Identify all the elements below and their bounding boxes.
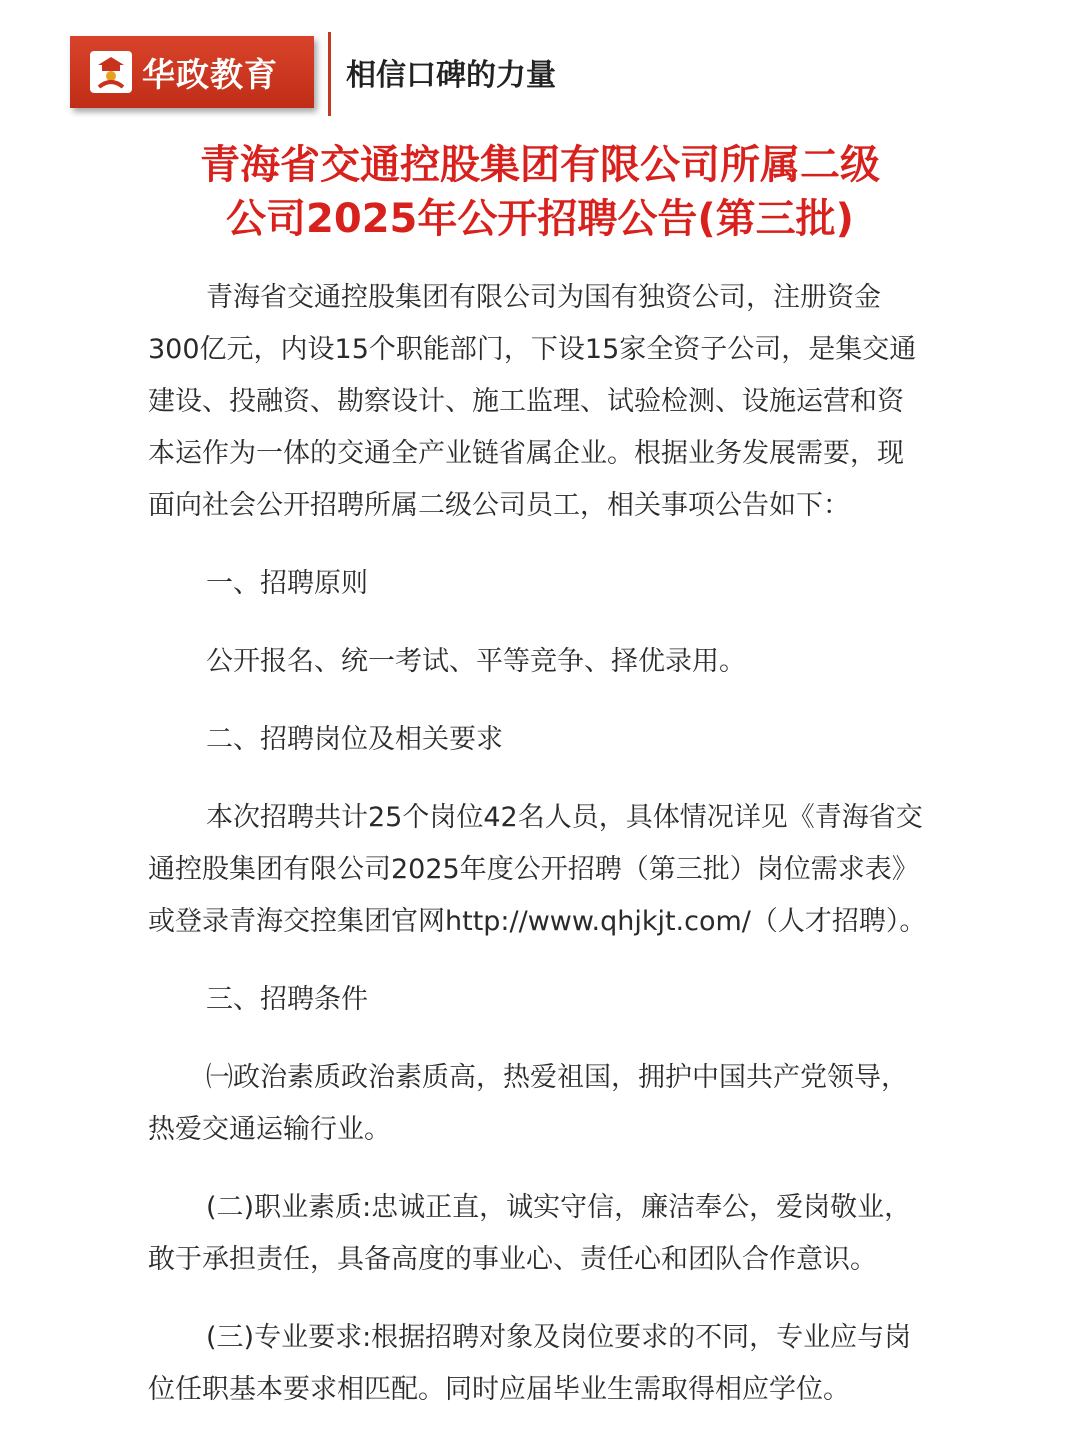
intro-line-4: 本运作为一体的交通全产业链省属企业。根据业务发展需要，现 [148, 438, 904, 469]
section2-line-3: 或登录青海交控集团官网http://www.qhjkjt.com/（人才招聘）。 [148, 906, 927, 937]
section3-item1-line-2: 热爱交通运输行业。 [148, 1114, 391, 1145]
header [70, 32, 670, 116]
section3-item3-line-2: 位任职基本要求相匹配。同时应届毕业生需取得相应学位。 [148, 1374, 850, 1405]
section1-text: 公开报名、统一考试、平等竞争、择优录用。 [206, 646, 746, 677]
intro-line-5: 面向社会公开招聘所属二级公司员工，相关事项公告如下： [148, 490, 850, 521]
intro-line-1: 青海省交通控股集团有限公司为国有独资公司，注册资金 [206, 282, 881, 313]
article-body [148, 272, 938, 1416]
section2-line-2: 通控股集团有限公司2025年度公开招聘（第三批）岗位需求表》 [148, 854, 919, 885]
brand-name: 华政教育 [142, 54, 278, 94]
brand-logo[interactable] [70, 36, 314, 108]
title-line-2: 公司2025年公开招聘公告(第三批) [226, 196, 854, 242]
header-divider [328, 32, 331, 116]
section3-item3-line-1: (三)专业要求:根据招聘对象及岗位要求的不同，专业应与岗 [206, 1322, 912, 1353]
intro-line-2: 300亿元，内设15个职能部门，下设15家全资子公司，是集交通 [148, 334, 917, 365]
huazheng-logo-icon [90, 51, 132, 93]
section3-item1-line-1: ㈠政治素质政治素质高，热爱祖国，拥护中国共产党领导， [206, 1062, 908, 1093]
section2-heading: 二、招聘岗位及相关要求 [206, 724, 503, 755]
intro-line-3: 建设、投融资、勘察设计、施工监理、试验检测、设施运营和资 [148, 386, 904, 417]
section3-item2-line-1: (二)职业素质:忠诚正直，诚实守信，廉洁奉公，爱岗敬业， [206, 1192, 912, 1223]
section3-item2-line-2: 敢于承担责任，具备高度的事业心、责任心和团队合作意识。 [148, 1244, 877, 1275]
title-line-1: 青海省交通控股集团有限公司所属二级 [200, 142, 880, 188]
section2-line-1: 本次招聘共计25个岗位42名人员，具体情况详见《青海省交 [206, 802, 923, 833]
section3-heading: 三、招聘条件 [206, 984, 368, 1015]
slogan: 相信口碑的力量 [346, 58, 556, 93]
page-title [90, 138, 990, 246]
section1-heading: 一、招聘原则 [206, 568, 368, 599]
